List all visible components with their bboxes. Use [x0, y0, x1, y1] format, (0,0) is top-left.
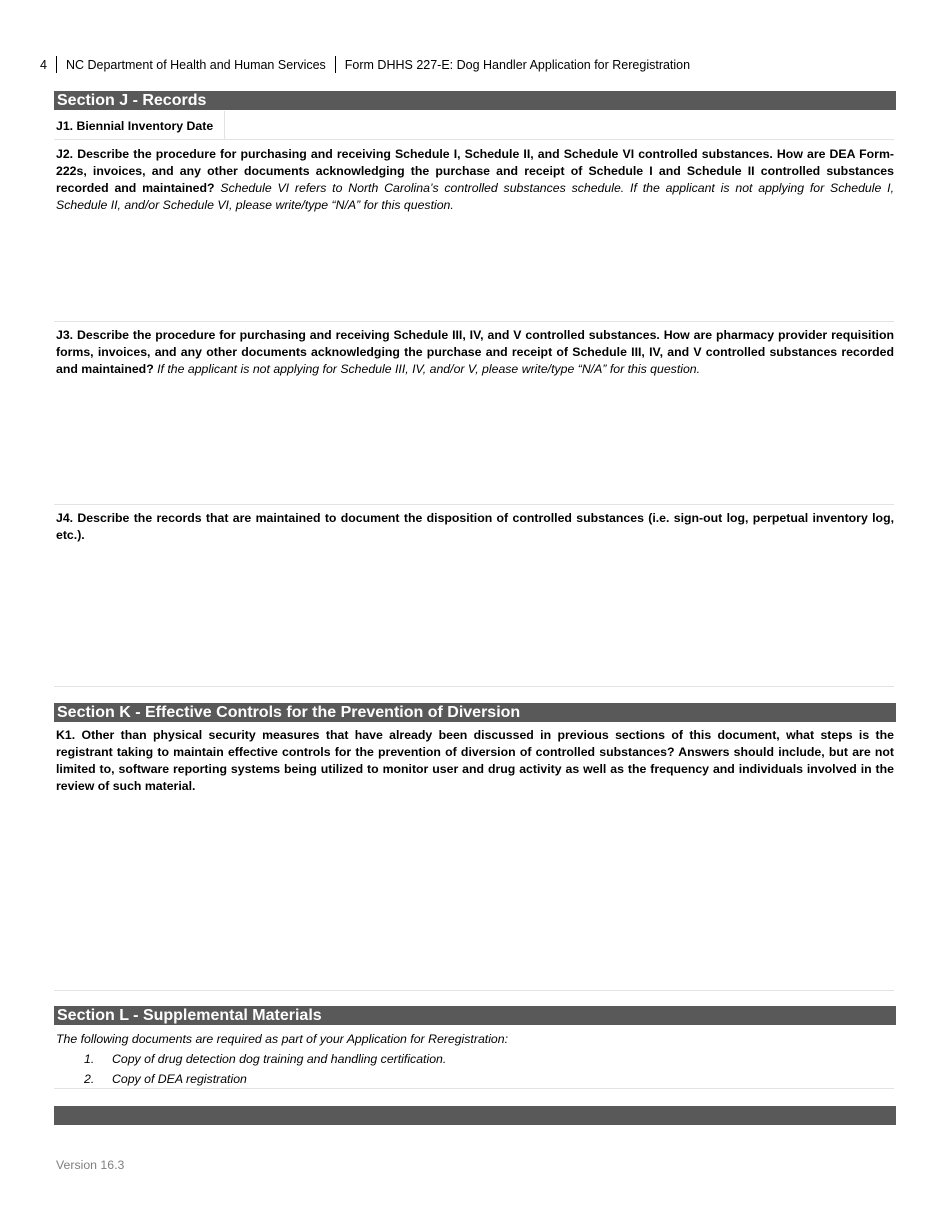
j1-label: J1. Biennial Inventory Date: [56, 119, 214, 133]
divider: [54, 1088, 894, 1089]
k1-question-text: K1. Other than physical security measures that have already been discussed in previous sections of this document, what steps is the registrant taking to maintain effective controls for the prevention of diversion of controlled substances? Answers should include, but are not limited to, software reporting systems being utilized to monitor user and drug activity as well as the frequency and individuals involved in the review of such material.: [56, 728, 894, 793]
supplemental-intro: The following documents are required as part of your Application for Reregistration:: [56, 1032, 509, 1046]
j3-question-text: J3. Describe the procedure for purchasing and receiving Schedule III, IV, and V controlled substances. How are pharmacy provider requisition forms, invoices, and any other documents acknowledging the purchase and receipt of Schedule III, IV, and V controlled substances recorded and maintained?: [56, 328, 894, 376]
j3-instructions: If the applicant is not applying for Schedule III, IV, and/or V, please write/type “N/A” for this question.: [153, 362, 701, 376]
list-item: [84, 1072, 446, 1092]
header-divider: [56, 56, 57, 73]
department-name: NC Department of Health and Human Services: [65, 57, 326, 72]
j2-answer-field[interactable]: [56, 216, 894, 320]
j2-question-text: J2. Describe the procedure for purchasing and receiving Schedule I, Schedule II, and Schedule VI controlled substances. How are DEA Form-222s, invoices, and any other documents acknowledging the purchase and receipt of Schedule I and Schedule II controlled substances recorded and maintained?: [56, 147, 894, 195]
list-item-number: 1.: [84, 1052, 95, 1066]
divider: [54, 686, 894, 687]
list-item-number: 2.: [84, 1072, 95, 1086]
divider: [54, 504, 894, 505]
form-title: Form DHHS 227-E: Dog Handler Application for Reregistration: [344, 57, 691, 72]
list-item: [84, 1052, 446, 1072]
page-header: [40, 56, 690, 73]
j3-question: [56, 327, 894, 378]
page-number: 4: [40, 57, 47, 72]
closing-bar: [54, 1106, 896, 1125]
j2-question: [56, 146, 894, 214]
biennial-inventory-date-field[interactable]: [226, 112, 894, 138]
section-j-header: Section J - Records: [54, 91, 896, 110]
j1-field-divider: [224, 111, 225, 139]
divider: [54, 321, 894, 322]
j4-answer-field[interactable]: [56, 530, 894, 684]
divider: [54, 990, 894, 991]
header-divider: [335, 56, 336, 73]
j4-question-text: J4. Describe the records that are maintained to document the disposition of controlled substances (i.e. sign-out log, perpetual inventory log, etc.).: [56, 511, 894, 542]
j3-answer-field[interactable]: [56, 380, 894, 502]
divider: [54, 139, 894, 140]
list-item-text: Copy of DEA registration: [112, 1072, 247, 1086]
k1-question: [56, 727, 894, 795]
k1-answer-field[interactable]: [56, 798, 894, 988]
section-k-header: Section K - Effective Controls for the Prevention of Diversion: [54, 703, 896, 722]
list-item-text: Copy of drug detection dog training and handling certification.: [112, 1052, 447, 1066]
version-label: Version 16.3: [56, 1158, 125, 1172]
j2-instructions: Schedule VI refers to North Carolina’s controlled substances schedule. If the applicant is not applying for Schedule I, Schedule II, and/or Schedule VI, please write/type “N/A” for this question.: [56, 181, 894, 212]
supplemental-list: [84, 1052, 446, 1092]
section-l-header: Section L - Supplemental Materials: [54, 1006, 896, 1025]
